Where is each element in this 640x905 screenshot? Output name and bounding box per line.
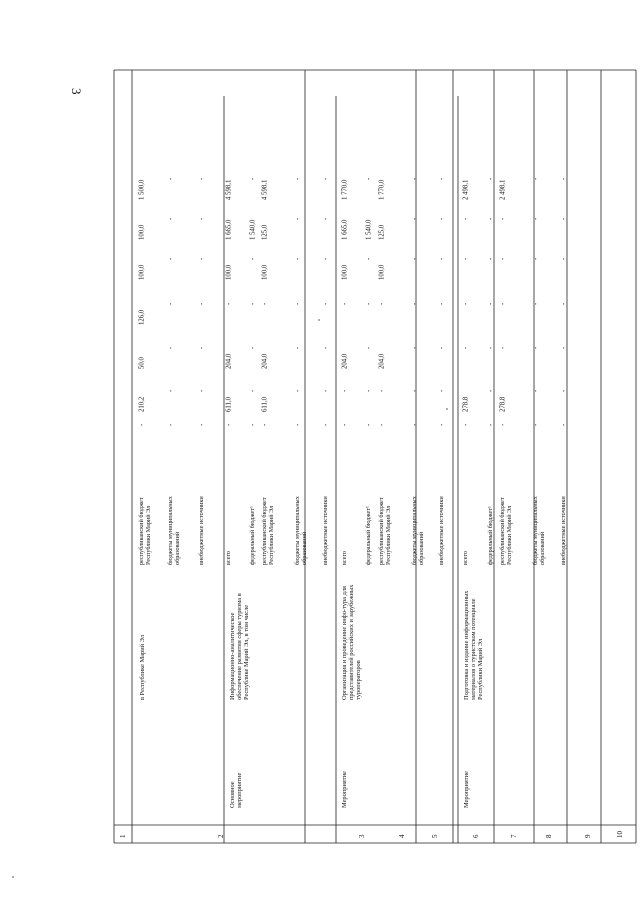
cell-c10: 1 500,0 (138, 179, 146, 200)
cell-c5: - (294, 389, 302, 392)
cell-c6: - (322, 346, 330, 349)
cell-c4: - (438, 423, 446, 426)
cell-c6: 204,0 (341, 353, 349, 369)
cell-c5: 611,0 (261, 396, 269, 412)
row-title-1: Информационно-аналитическоеобеспечение развития сферы туризма вРеспублике Марий Эл, в том числе (229, 593, 250, 700)
cell-c10: - (365, 177, 373, 180)
cell-c4: - (341, 423, 349, 426)
cell-c9: - (487, 217, 495, 220)
cell-c9: 1 665,0 (341, 219, 349, 240)
cell-c6: - (462, 346, 470, 349)
cell-c5: - (167, 389, 175, 392)
cell-c4: - (249, 423, 257, 426)
funding-source: всего (462, 551, 469, 565)
cell-c9: 125,0 (261, 224, 269, 240)
cell-c8: - (462, 257, 470, 260)
funding-source: внебюджетные источники (438, 496, 445, 565)
cell-c9: - (532, 217, 540, 220)
cell-c7: - (225, 302, 233, 305)
cell-c4: - (261, 423, 269, 426)
cell-c5: 278,8 (499, 396, 507, 412)
cell-c9: - (560, 217, 568, 220)
funding-source: бюджеты муниципальныхобразований (294, 496, 308, 565)
cell-c8: 100,0 (378, 264, 386, 280)
cell-c7: - (487, 302, 495, 305)
cell-c5: - (322, 389, 330, 392)
cell-c7: - (198, 302, 206, 305)
cell-c6: - (198, 346, 206, 349)
cell-c4: - (294, 423, 302, 426)
funding-source: республиканский бюджетРеспублики Марий Эл (261, 497, 275, 565)
table-frame (114, 70, 636, 843)
cell-c8: - (532, 257, 540, 260)
cell-c10: - (294, 177, 302, 180)
cell-c9: - (411, 217, 419, 220)
cell-c8: - (294, 257, 302, 260)
cell-c5: - (198, 389, 206, 392)
funding-source: всего (341, 551, 348, 565)
cell-c9: 1 540,0 (249, 219, 257, 240)
cell-c6: - (560, 346, 568, 349)
cell-c5: 210,2 (138, 396, 146, 412)
cell-c6: 204,0 (378, 353, 386, 369)
funding-source: внебюджетные источники (322, 496, 329, 565)
column-number-7: 7 (510, 834, 518, 838)
cell-c10: - (198, 177, 206, 180)
row-title-2: Организация и проведение инфо-тура дляпредставителей российских и зарубежныхтуроператоров (341, 584, 362, 700)
cell-c8: 100,0 (341, 264, 349, 280)
cell-c10: - (249, 177, 257, 180)
cell-c10: 4 598,1 (225, 179, 233, 200)
cell-c4: - (462, 423, 470, 426)
funding-source: республиканский бюджетРеспублики Марий Эл (499, 497, 513, 565)
cell-c7: - (560, 302, 568, 305)
cell-c9: - (462, 217, 470, 220)
cell-c8: 100,0 (225, 264, 233, 280)
cell-c10: - (438, 177, 446, 180)
cell-c4: - (560, 423, 568, 426)
cell-c7: - (462, 302, 470, 305)
cell-c8: - (499, 257, 507, 260)
cell-c10: - (167, 177, 175, 180)
cell-c10: 1 770,0 (378, 179, 386, 200)
cell-c6: 204,0 (225, 353, 233, 369)
cell-c7: - (499, 302, 507, 305)
cell-c6: - (532, 346, 540, 349)
cell-c8: - (560, 257, 568, 260)
cell-c8: - (487, 257, 495, 260)
cell-c4: - (499, 423, 507, 426)
table-content (119, 177, 624, 838)
cell-c4: - (198, 423, 206, 426)
cell-c8: - (322, 257, 330, 260)
cell-c6: - (438, 346, 446, 349)
cell-c5: - (560, 389, 568, 392)
funding-source: республиканский бюджетРеспублики Марий Эл (138, 497, 152, 565)
funding-source: внебюджетные источники (560, 496, 567, 565)
cell-c8: - (167, 257, 175, 260)
cell-c8: - (411, 257, 419, 260)
cell-c8: - (198, 257, 206, 260)
cell-c6: - (411, 346, 419, 349)
cell-c5: - (411, 389, 419, 392)
cell-c10: - (322, 177, 330, 180)
cell-c7: - (438, 302, 446, 305)
column-number-5: 5 (431, 834, 439, 838)
cell-c6: - (487, 346, 495, 349)
cell-c5: - (341, 389, 349, 392)
cell-c9: 1 665,0 (225, 219, 233, 240)
cell-c8: 100,0 (261, 264, 269, 280)
column-number-8: 8 (545, 834, 553, 838)
column-number-9: 9 (584, 834, 592, 838)
cell-c5: - (438, 389, 446, 392)
cell-c7: 126,0 (138, 309, 146, 325)
column-number-2: 2 (217, 834, 225, 838)
row-title-0: в Республике Марий Эл (139, 634, 146, 700)
cell-c7: - (322, 302, 330, 305)
cell-c5: 278,8 (462, 396, 470, 412)
funding-source: всего (225, 551, 232, 565)
cell-c5: - (532, 389, 540, 392)
cell-c10: 1 770,0 (341, 179, 349, 200)
cell-c6: - (249, 346, 257, 349)
funding-source: федеральный бюджет¹ (365, 506, 372, 565)
funding-source: бюджеты муниципальныхобразований (167, 496, 181, 565)
cell-c4: - (487, 423, 495, 426)
cell-c10: - (532, 177, 540, 180)
cell-c10: - (411, 177, 419, 180)
cell-c7: - (249, 302, 257, 305)
cell-c6: - (294, 346, 302, 349)
cell-c9: - (322, 217, 330, 220)
cell-c10: - (487, 177, 495, 180)
cell-c8: 100,0 (138, 264, 146, 280)
cell-c4: - (411, 423, 419, 426)
cell-c10: 2 498,1 (462, 179, 470, 200)
cell-c6: - (365, 346, 373, 349)
cell-c9: 1 540,0 (365, 219, 373, 240)
cell-c6: 50,0 (138, 357, 146, 369)
cell-c4: - (322, 423, 330, 426)
funding-source: республиканский бюджетРеспублики Марий Эл (378, 497, 392, 565)
funding-source: федеральный бюджет¹ (249, 506, 256, 565)
cell-c5: - (249, 389, 257, 392)
cell-c9: - (438, 217, 446, 220)
cell-c7: - (365, 302, 373, 305)
scan-speck (318, 319, 320, 321)
cell-c5: 611,0 (225, 396, 233, 412)
column-number-4: 4 (398, 834, 406, 838)
cell-c5: - (487, 389, 495, 392)
cell-c7: - (378, 302, 386, 305)
cell-c4: - (225, 423, 233, 426)
cell-c7: - (532, 302, 540, 305)
column-number-1: 1 (119, 834, 127, 838)
column-number-3: 3 (358, 834, 366, 838)
cell-c4: - (138, 423, 146, 426)
cell-c5: - (365, 389, 373, 392)
cell-c9: - (294, 217, 302, 220)
cell-c7: - (341, 302, 349, 305)
cell-c10: - (560, 177, 568, 180)
cell-c7: - (294, 302, 302, 305)
column-number-10: 10 (616, 831, 624, 838)
cell-c9: - (198, 217, 206, 220)
cell-c4: - (532, 423, 540, 426)
funding-source: федеральный бюджет¹ (487, 506, 494, 565)
cell-c4: - (365, 423, 373, 426)
scan-speck (12, 876, 14, 878)
cell-c6: 204,0 (261, 353, 269, 369)
cell-c4: - (167, 423, 175, 426)
cell-c6: - (499, 346, 507, 349)
row-title-3: Подготовка и издание информационныхматериалов о туристском потенциалеРеспублики Марий Эл (463, 590, 484, 700)
cell-c6: - (167, 346, 175, 349)
cell-c7: - (167, 302, 175, 305)
page-number: 3 (69, 88, 84, 95)
cell-c9: 125,0 (378, 224, 386, 240)
funding-source: внебюджетные источники (198, 496, 205, 565)
funding-source: бюджеты муниципальныхобразований (411, 496, 425, 565)
cell-c9: - (499, 217, 507, 220)
cell-c7: - (411, 302, 419, 305)
scan-speck (446, 408, 448, 410)
cell-c7: - (261, 302, 269, 305)
cell-c8: - (438, 257, 446, 260)
cell-c10: 2 498,1 (499, 179, 507, 200)
row-type-2: Мероприятие (341, 771, 348, 808)
cell-c8: - (249, 257, 257, 260)
cell-c9: - (167, 217, 175, 220)
row-type-1: Основноемероприятие (229, 772, 243, 808)
funding-source: бюджеты муниципальныхобразований (532, 496, 546, 565)
cell-c9: 100,0 (138, 224, 146, 240)
cell-c4: - (378, 423, 386, 426)
cell-c8: - (365, 257, 373, 260)
column-number-6: 6 (472, 834, 480, 838)
row-type-3: Мероприятие (463, 771, 470, 808)
cell-c10: 4 598,1 (261, 179, 269, 200)
cell-c5: - (378, 389, 386, 392)
